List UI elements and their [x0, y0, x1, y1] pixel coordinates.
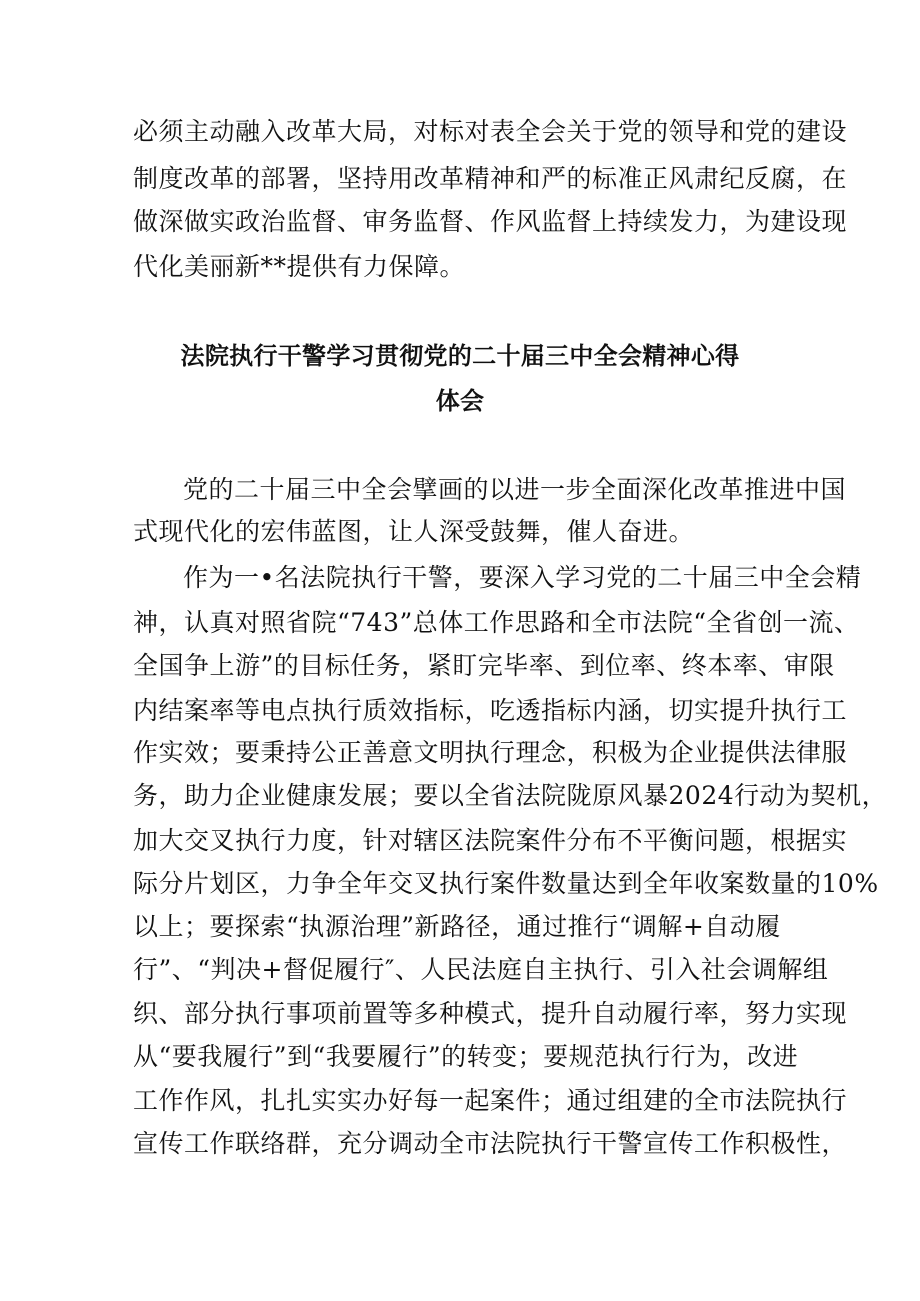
intro-line: 必须主动融入改革大局，对标对表全会关于党的领导和党的建设 [133, 117, 848, 146]
article-title: 法院执行干警学习贯彻党的二十届三中全会精神心得 [180, 342, 740, 370]
paragraph-line: 神，认真对照省院“743”总体工作思路和全市法院“全省创一流、 [133, 608, 860, 637]
paragraph-line: 工作作风，扎扎实实办好每一起案件；通过组建的全市法院执行 [133, 1086, 848, 1115]
paragraph-line: 行”、“判决+督促履行″、人民法庭自主执行、引入社会调解组 [133, 955, 829, 984]
paragraph-line: 从“要我履行”到“我要履行”的转变；要规范执行行为，改进 [133, 1042, 799, 1071]
paragraph-line: 作为一•名法院执行干警，要深入学习党的二十届三中全会精 [183, 563, 862, 592]
paragraph-line: 务，助力企业健康发展；要以全省法院陇原风暴2024行动为契机， [133, 781, 888, 810]
paragraph-line: 加大交叉执行力度，针对辖区法院案件分布不平衡问题，根据实 [133, 826, 848, 855]
intro-line: 代化美丽新**提供有力保障。 [133, 252, 466, 281]
intro-line: 做深做实政治监督、审务监督、作风监督上持续发力，为建设现 [133, 207, 848, 236]
paragraph-line: 以上；要探索“执源治理”新路径，通过推行“调解+自动履 [133, 912, 781, 941]
paragraph-line: 际分片划区，力争全年交叉执行案件数量达到全年收案数量的10% [133, 869, 879, 898]
paragraph-line: 作实效；要秉持公正善意文明执行理念，积极为企业提供法律服 [133, 738, 848, 767]
intro-line: 制度改革的部署，坚持用改革精神和严的标准正风肃纪反腐，在 [133, 164, 848, 193]
paragraph-line: 全国争上游”的目标任务，紧盯完毕率、到位率、终本率、审限 [133, 651, 835, 680]
article-title-continued: 体会 [435, 387, 485, 415]
paragraph-line: 宣传工作联络群，充分调动全市法院执行干警宣传工作积极性， [133, 1129, 848, 1158]
paragraph-line: 式现代化的宏伟蓝图，让人深受鼓舞，催人奋进。 [133, 517, 695, 546]
paragraph-line: 内结案率等电点执行质效指标，吃透指标内涵，切实提升执行工 [133, 696, 848, 725]
paragraph-line: 党的二十届三中全会擘画的以进一步全面深化改革推进中国 [183, 475, 847, 504]
paragraph-line: 织、部分执行事项前置等多种模式，提升自动履行率，努力实现 [133, 999, 848, 1028]
